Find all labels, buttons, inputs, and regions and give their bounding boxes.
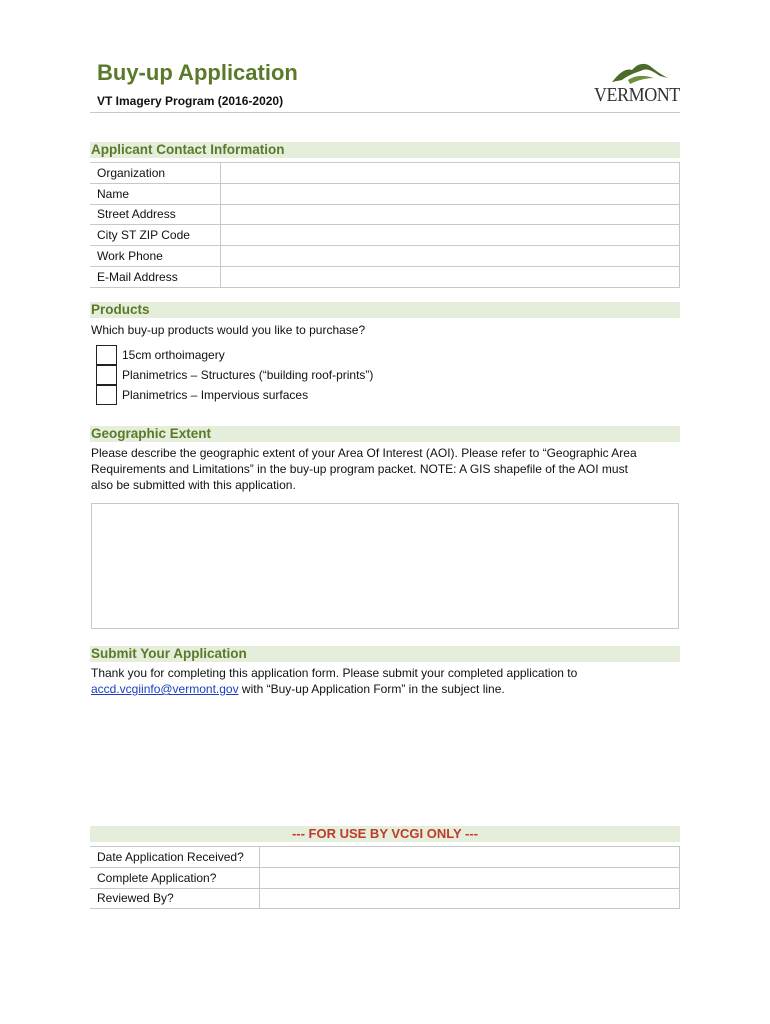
page-subtitle: VT Imagery Program (2016-2020): [97, 94, 284, 108]
section-heading: Geographic Extent: [91, 426, 212, 441]
submit-instructions: [91, 665, 577, 697]
name-field[interactable]: [221, 183, 680, 204]
checkbox-label: Planimetrics – Structures (“building roof-prints”): [122, 368, 374, 382]
table-row: [90, 867, 680, 888]
field-label: Date Application Received?: [90, 847, 260, 868]
date-received-field[interactable]: [260, 847, 680, 868]
mountain-logo-icon: [610, 60, 670, 86]
table-row: [90, 246, 680, 267]
table-row: [90, 183, 680, 204]
vermont-logo: [590, 60, 685, 110]
product-option-orthoimagery: [96, 345, 496, 365]
city-st-zip-field[interactable]: [221, 225, 680, 246]
work-phone-field[interactable]: [221, 246, 680, 267]
section-submit: [90, 646, 680, 662]
vcgi-table: [90, 846, 680, 909]
reviewed-by-field[interactable]: [260, 888, 680, 909]
section-heading: Submit Your Application: [91, 646, 247, 661]
table-row: [90, 888, 680, 909]
instruction-line: Please describe the geographic extent of your Area Of Interest (AOI). Please refer to “Geographic Area: [91, 446, 637, 460]
products-question: Which buy-up products would you like to purchase?: [91, 323, 366, 337]
logo-wordmark: VERMONT: [594, 84, 680, 106]
field-label: Work Phone: [90, 246, 221, 267]
instruction-line: Thank you for completing this application form. Please submit your completed application to: [91, 666, 578, 680]
product-option-structures: [96, 365, 496, 385]
checkbox-label: Planimetrics – Impervious surfaces: [122, 388, 309, 402]
product-option-impervious: [96, 385, 496, 405]
orthoimagery-checkbox[interactable]: [96, 345, 117, 365]
page-title: Buy-up Application: [97, 60, 298, 85]
section-heading: Applicant Contact Information: [91, 142, 285, 157]
table-row: [90, 847, 680, 868]
header-divider: [90, 112, 680, 113]
contact-table: [90, 162, 680, 288]
organization-field[interactable]: [221, 163, 680, 184]
section-products: [90, 302, 680, 318]
checkbox-label: 15cm orthoimagery: [122, 348, 225, 362]
extent-instructions: [91, 445, 637, 493]
structures-checkbox[interactable]: [96, 365, 117, 385]
instruction-suffix: with “Buy-up Application Form” in the subject line.: [238, 682, 505, 696]
table-row: [90, 204, 680, 225]
field-label: Organization: [90, 163, 221, 184]
field-label: Complete Application?: [90, 867, 260, 888]
section-heading: Products: [91, 302, 150, 317]
field-label: E-Mail Address: [90, 266, 221, 287]
field-label: City ST ZIP Code: [90, 225, 221, 246]
section-geographic-extent: [90, 426, 680, 442]
email-field[interactable]: [221, 266, 680, 287]
section-heading: --- FOR USE BY VCGI ONLY ---: [291, 826, 479, 841]
instruction-line: Requirements and Limitations” in the buy-up program packet. NOTE: A GIS shapefile of the AOI must: [91, 462, 628, 476]
impervious-checkbox[interactable]: [96, 385, 117, 405]
email-link[interactable]: accd.vcgiinfo@vermont.gov: [91, 682, 239, 696]
table-row: [90, 163, 680, 184]
instruction-line: [91, 681, 577, 697]
table-row: [90, 225, 680, 246]
street-address-field[interactable]: [221, 204, 680, 225]
field-label: Name: [90, 183, 221, 204]
section-contact: [90, 142, 680, 158]
table-row: [90, 266, 680, 287]
complete-application-field[interactable]: [260, 867, 680, 888]
section-vcgi-only: [90, 826, 680, 842]
field-label: Street Address: [90, 204, 221, 225]
field-label: Reviewed By?: [90, 888, 260, 909]
instruction-line: also be submitted with this application.: [91, 478, 296, 492]
aoi-description-textarea[interactable]: [91, 503, 679, 629]
